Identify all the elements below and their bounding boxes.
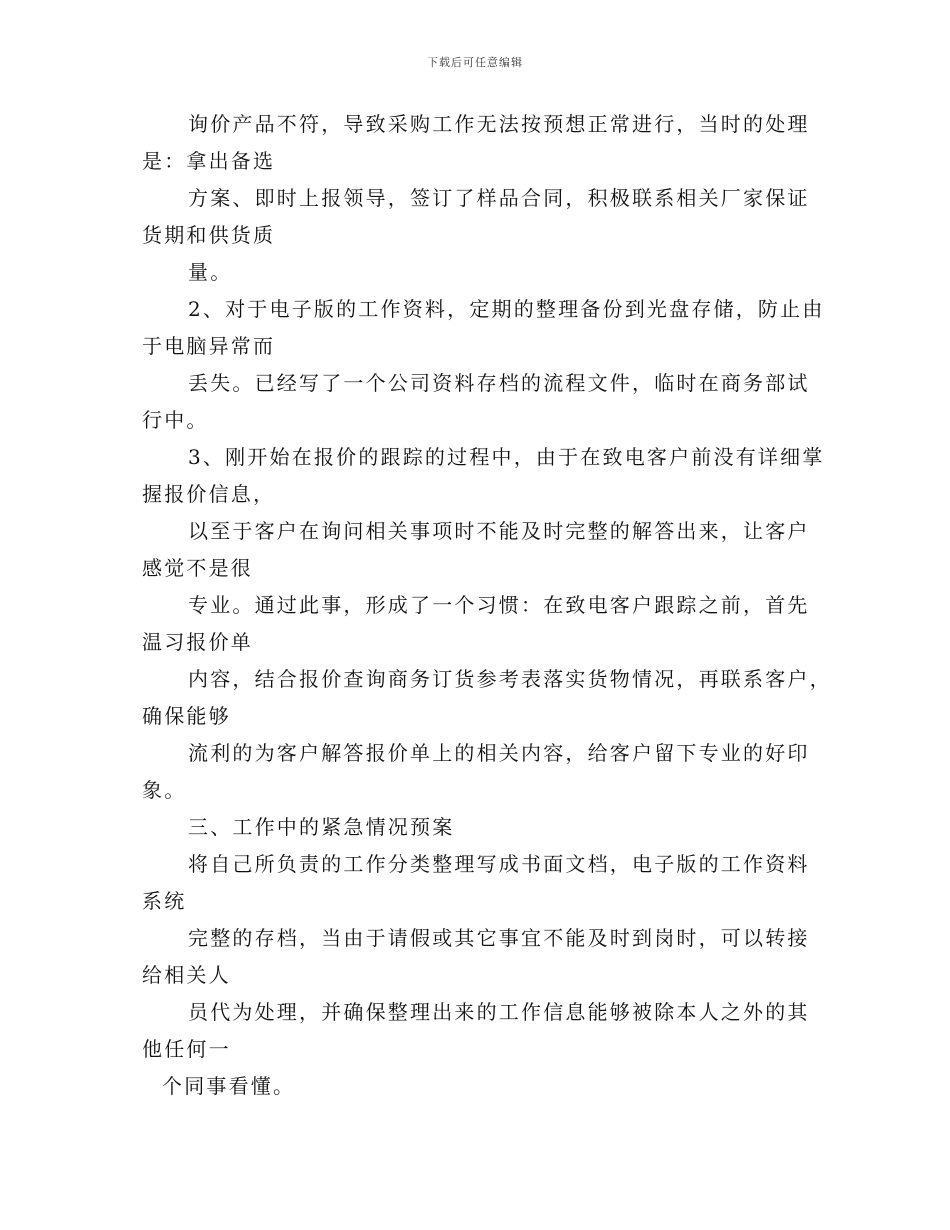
text-line: 三、工作中的紧急情况预案 (188, 815, 455, 839)
text-line: 是：拿出备选 (142, 149, 276, 173)
text-line: 系统 (142, 889, 187, 913)
text-line: 于电脑异常而 (142, 334, 276, 358)
text-line: 量。 (188, 260, 233, 284)
text-line: 给相关人 (142, 963, 231, 987)
text-line: 以至于客户在询问相关事项时不能及时完整的解答出来，让客户 (188, 519, 810, 543)
text-line: 方案、即时上报领导，签订了样品合同，积极联系相关厂家保证 (188, 186, 810, 210)
page-header: 下载后可任意编辑 (427, 56, 523, 69)
text-line: 货期和供货质 (142, 223, 276, 247)
text-line: 确保能够 (142, 704, 231, 728)
text-line: 专业。通过此事，形成了一个习惯：在致电客户跟踪之前，首先 (188, 593, 810, 617)
text-line: 丢失。已经写了一个公司资料存档的流程文件，临时在商务部试 (188, 371, 810, 395)
text-line: 询价产品不符，导致采购工作无法按预想正常进行，当时的处理 (188, 112, 810, 136)
text-line: 感觉不是很 (142, 556, 253, 580)
text-line: 员代为处理，并确保整理出来的工作信息能够被除本人之外的其 (188, 1000, 810, 1024)
text-line: 象。 (142, 778, 187, 802)
text-line: 握报价信息， (142, 482, 276, 506)
text-line: 2、对于电子版的工作资料，定期的整理备份到光盘存储，防止由 (188, 297, 825, 321)
text-line: 流利的为客户解答报价单上的相关内容，给客户留下专业的好印 (188, 741, 810, 765)
text-line: 行中。 (142, 408, 209, 432)
text-line: 温习报价单 (142, 630, 253, 654)
text-line: 内容，结合报价查询商务订货参考表落实货物情况，再联系客户， (188, 667, 832, 691)
text-line: 3、刚开始在报价的跟踪的过程中，由于在致电客户前没有详细掌 (188, 445, 825, 469)
text-line: 个同事看懂。 (162, 1074, 296, 1098)
text-line: 将自己所负责的工作分类整理写成书面文档，电子版的工作资料 (188, 852, 810, 876)
document-body (142, 106, 832, 1105)
text-line: 完整的存档，当由于请假或其它事宜不能及时到岗时，可以转接 (188, 926, 810, 950)
text-line: 他任何一 (142, 1037, 231, 1061)
